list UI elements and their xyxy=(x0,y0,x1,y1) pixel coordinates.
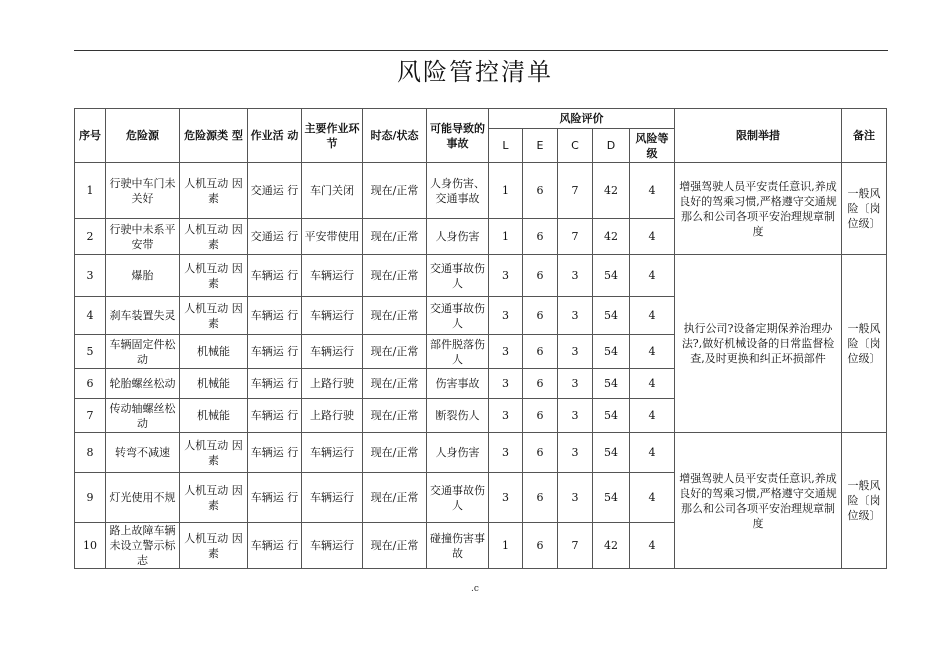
activity-cell: 车辆运 行 xyxy=(248,433,302,473)
activity-cell: 车辆运 行 xyxy=(248,297,302,335)
measures-cell: 执行公司?设备定期保养治理办法?,做好机械设备的日常监督检查,及时更换和纠正坏损部件 xyxy=(675,255,842,433)
seq-cell: 1 xyxy=(75,163,106,219)
activity-cell: 车辆运 行 xyxy=(248,523,302,569)
seq-cell: 7 xyxy=(75,399,106,433)
header-c: C xyxy=(558,129,593,163)
state-cell: 现在/正常 xyxy=(363,297,427,335)
header-e: E xyxy=(523,129,558,163)
level-cell: 4 xyxy=(630,219,675,255)
c-cell: 7 xyxy=(558,163,593,219)
l-cell: 1 xyxy=(489,163,523,219)
header-rule xyxy=(74,50,888,51)
stage-cell: 车辆运行 xyxy=(302,255,363,297)
stage-cell: 车门关闭 xyxy=(302,163,363,219)
hazard-cell: 爆胎 xyxy=(106,255,180,297)
level-cell: 4 xyxy=(630,163,675,219)
l-cell: 1 xyxy=(489,523,523,569)
table-row xyxy=(75,433,887,473)
type-cell: 人机互动 因素 xyxy=(180,163,248,219)
activity-cell: 车辆运 行 xyxy=(248,335,302,369)
e-cell: 6 xyxy=(523,255,558,297)
header-hazard: 危险源 xyxy=(106,109,180,163)
header-evaluation: 风险评价 xyxy=(489,109,675,129)
state-cell: 现在/正常 xyxy=(363,369,427,399)
d-cell: 54 xyxy=(593,433,630,473)
l-cell: 3 xyxy=(489,255,523,297)
l-cell: 3 xyxy=(489,399,523,433)
header-measures: 限制举措 xyxy=(675,109,842,163)
type-cell: 人机互动 因素 xyxy=(180,255,248,297)
stage-cell: 车辆运行 xyxy=(302,297,363,335)
type-cell: 机械能 xyxy=(180,335,248,369)
level-cell: 4 xyxy=(630,255,675,297)
c-cell: 3 xyxy=(558,399,593,433)
d-cell: 54 xyxy=(593,369,630,399)
l-cell: 3 xyxy=(489,369,523,399)
c-cell: 7 xyxy=(558,219,593,255)
stage-cell: 上路行驶 xyxy=(302,369,363,399)
d-cell: 54 xyxy=(593,473,630,523)
measures-cell: 增强驾驶人员平安责任意识,养成良好的驾乘习惯,严格遵守交通规那么和公司各项平安治理规章制度 xyxy=(675,433,842,569)
page-title: 风险管控清单 xyxy=(397,58,553,86)
e-cell: 6 xyxy=(523,297,558,335)
accident-cell: 人身伤害 xyxy=(427,433,489,473)
measures-cell: 增强驾驶人员平安责任意识,养成良好的驾乘习惯,严格遵守交通规那么和公司各项平安治理规章制度 xyxy=(675,163,842,255)
c-cell: 3 xyxy=(558,335,593,369)
c-cell: 3 xyxy=(558,297,593,335)
seq-cell: 3 xyxy=(75,255,106,297)
remarks-cell: 一般风险〔岗位级〕 xyxy=(842,433,887,569)
stage-cell: 车辆运行 xyxy=(302,473,363,523)
stage-cell: 车辆运行 xyxy=(302,523,363,569)
hazard-cell: 转弯不减速 xyxy=(106,433,180,473)
d-cell: 42 xyxy=(593,163,630,219)
state-cell: 现在/正常 xyxy=(363,219,427,255)
accident-cell: 交通事故伤人 xyxy=(427,473,489,523)
hazard-cell: 行驶中车门未关好 xyxy=(106,163,180,219)
c-cell: 3 xyxy=(558,369,593,399)
e-cell: 6 xyxy=(523,369,558,399)
d-cell: 42 xyxy=(593,219,630,255)
state-cell: 现在/正常 xyxy=(363,335,427,369)
type-cell: 人机互动 因素 xyxy=(180,473,248,523)
c-cell: 3 xyxy=(558,473,593,523)
type-cell: 人机互动 因素 xyxy=(180,433,248,473)
c-cell: 3 xyxy=(558,255,593,297)
seq-cell: 2 xyxy=(75,219,106,255)
level-cell: 4 xyxy=(630,297,675,335)
e-cell: 6 xyxy=(523,163,558,219)
type-cell: 机械能 xyxy=(180,399,248,433)
activity-cell: 车辆运 行 xyxy=(248,255,302,297)
header-seq: 序号 xyxy=(75,109,106,163)
d-cell: 54 xyxy=(593,255,630,297)
hazard-cell: 刹车装置失灵 xyxy=(106,297,180,335)
hazard-cell: 行驶中未系平安带 xyxy=(106,219,180,255)
level-cell: 4 xyxy=(630,369,675,399)
table-row xyxy=(75,255,887,297)
e-cell: 6 xyxy=(523,399,558,433)
accident-cell: 人身伤害、交通事故 xyxy=(427,163,489,219)
e-cell: 6 xyxy=(523,473,558,523)
header-level: 风险等级 xyxy=(630,129,675,163)
type-cell: 人机互动 因素 xyxy=(180,219,248,255)
d-cell: 42 xyxy=(593,523,630,569)
activity-cell: 交通运 行 xyxy=(248,163,302,219)
l-cell: 3 xyxy=(489,297,523,335)
seq-cell: 4 xyxy=(75,297,106,335)
table-row xyxy=(75,163,887,219)
header-stage: 主要作业环节 xyxy=(302,109,363,163)
remarks-cell: 一般风险〔岗位级〕 xyxy=(842,163,887,255)
e-cell: 6 xyxy=(523,523,558,569)
level-cell: 4 xyxy=(630,473,675,523)
l-cell: 3 xyxy=(489,335,523,369)
state-cell: 现在/正常 xyxy=(363,255,427,297)
header-hazard-type: 危险源类 型 xyxy=(180,109,248,163)
l-cell: 3 xyxy=(489,473,523,523)
hazard-cell: 轮胎螺丝松动 xyxy=(106,369,180,399)
header-remarks: 备注 xyxy=(842,109,887,163)
activity-cell: 车辆运 行 xyxy=(248,369,302,399)
hazard-cell: 车辆固定件松动 xyxy=(106,335,180,369)
stage-cell: 平安带使用 xyxy=(302,219,363,255)
c-cell: 3 xyxy=(558,433,593,473)
accident-cell: 断裂伤人 xyxy=(427,399,489,433)
type-cell: 机械能 xyxy=(180,369,248,399)
accident-cell: 交通事故伤人 xyxy=(427,297,489,335)
type-cell: 人机互动 因素 xyxy=(180,523,248,569)
accident-cell: 人身伤害 xyxy=(427,219,489,255)
seq-cell: 5 xyxy=(75,335,106,369)
level-cell: 4 xyxy=(630,523,675,569)
accident-cell: 碰撞伤害事故 xyxy=(427,523,489,569)
state-cell: 现在/正常 xyxy=(363,523,427,569)
d-cell: 54 xyxy=(593,399,630,433)
e-cell: 6 xyxy=(523,219,558,255)
l-cell: 1 xyxy=(489,219,523,255)
level-cell: 4 xyxy=(630,335,675,369)
state-cell: 现在/正常 xyxy=(363,433,427,473)
header-accident: 可能导致的事故 xyxy=(427,109,489,163)
activity-cell: 交通运 行 xyxy=(248,219,302,255)
e-cell: 6 xyxy=(523,335,558,369)
hazard-cell: 灯光使用不规 xyxy=(106,473,180,523)
header-d: D xyxy=(593,129,630,163)
stage-cell: 车辆运行 xyxy=(302,335,363,369)
hazard-cell: 路上故障车辆未设立警示标志 xyxy=(106,523,180,569)
hazard-cell: 传动轴螺丝松动 xyxy=(106,399,180,433)
seq-cell: 9 xyxy=(75,473,106,523)
level-cell: 4 xyxy=(630,399,675,433)
state-cell: 现在/正常 xyxy=(363,399,427,433)
d-cell: 54 xyxy=(593,297,630,335)
accident-cell: 交通事故伤人 xyxy=(427,255,489,297)
activity-cell: 车辆运 行 xyxy=(248,399,302,433)
activity-cell: 车辆运 行 xyxy=(248,473,302,523)
page-footer: .c xyxy=(471,584,479,594)
header-state: 时态/状态 xyxy=(363,109,427,163)
header-l: L xyxy=(489,129,523,163)
accident-cell: 伤害事故 xyxy=(427,369,489,399)
l-cell: 3 xyxy=(489,433,523,473)
d-cell: 54 xyxy=(593,335,630,369)
accident-cell: 部件脱落伤人 xyxy=(427,335,489,369)
stage-cell: 上路行驶 xyxy=(302,399,363,433)
state-cell: 现在/正常 xyxy=(363,163,427,219)
state-cell: 现在/正常 xyxy=(363,473,427,523)
seq-cell: 8 xyxy=(75,433,106,473)
type-cell: 人机互动 因素 xyxy=(180,297,248,335)
header-activity: 作业活 动 xyxy=(248,109,302,163)
remarks-cell: 一般风险〔岗位级〕 xyxy=(842,255,887,433)
level-cell: 4 xyxy=(630,433,675,473)
risk-control-table xyxy=(74,108,887,569)
seq-cell: 10 xyxy=(75,523,106,569)
c-cell: 7 xyxy=(558,523,593,569)
seq-cell: 6 xyxy=(75,369,106,399)
stage-cell: 车辆运行 xyxy=(302,433,363,473)
e-cell: 6 xyxy=(523,433,558,473)
